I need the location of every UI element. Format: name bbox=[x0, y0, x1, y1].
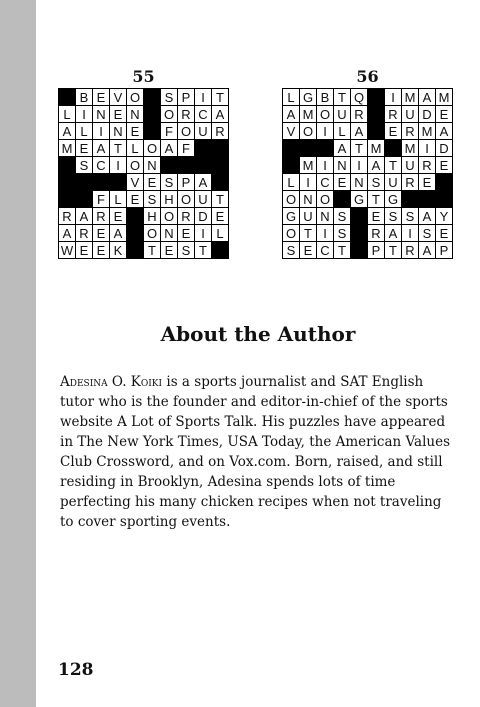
grid-cell: I bbox=[93, 123, 109, 139]
grid-cell: I bbox=[76, 106, 92, 122]
grid-cell: M bbox=[402, 89, 418, 105]
grid-cell: E bbox=[127, 123, 143, 139]
black-square bbox=[368, 106, 384, 122]
black-square bbox=[110, 174, 126, 190]
black-square bbox=[59, 174, 75, 190]
black-square bbox=[351, 225, 367, 241]
black-square bbox=[368, 89, 384, 105]
black-square bbox=[76, 174, 92, 190]
grid-cell: O bbox=[178, 123, 194, 139]
grid-cell: U bbox=[334, 106, 350, 122]
grid-cell: T bbox=[110, 140, 126, 156]
grid-cell: R bbox=[385, 106, 401, 122]
black-square bbox=[300, 140, 316, 156]
grid-cell: N bbox=[300, 191, 316, 207]
grid-cell: M bbox=[300, 157, 316, 173]
grid-cell: S bbox=[402, 208, 418, 224]
grid-cell: S bbox=[334, 208, 350, 224]
grid-cell: E bbox=[212, 208, 228, 224]
black-square bbox=[283, 140, 299, 156]
grid-cell: U bbox=[385, 174, 401, 190]
grid-cell: A bbox=[212, 106, 228, 122]
black-square bbox=[317, 140, 333, 156]
grid-cell: S bbox=[144, 191, 160, 207]
puzzle-55 bbox=[58, 68, 229, 259]
grid-cell: O bbox=[300, 123, 316, 139]
grid-cell: F bbox=[161, 123, 177, 139]
grid-cell: E bbox=[436, 225, 452, 241]
grid-cell: G bbox=[385, 191, 401, 207]
grid-cell: W bbox=[60, 242, 74, 258]
grid-cell: T bbox=[144, 242, 160, 258]
grid-cell: K bbox=[110, 242, 126, 258]
grid-cell: N bbox=[127, 106, 143, 122]
black-square bbox=[212, 174, 228, 190]
grid-cell: I bbox=[195, 225, 211, 241]
grid-cell: V bbox=[127, 174, 143, 190]
grid-cell: E bbox=[144, 174, 160, 190]
black-square bbox=[161, 157, 177, 173]
grid-cell: I bbox=[419, 140, 435, 156]
grid-cell: E bbox=[436, 157, 452, 173]
crossword-grid bbox=[282, 88, 453, 259]
grid-cell: E bbox=[127, 191, 143, 207]
grid-cell: R bbox=[402, 123, 418, 139]
black-square bbox=[59, 191, 75, 207]
black-square bbox=[127, 208, 143, 224]
grid-cell: E bbox=[419, 174, 435, 190]
puzzle-number: 55 bbox=[132, 67, 155, 86]
grid-cell: A bbox=[385, 225, 401, 241]
grid-cell: T bbox=[385, 242, 401, 258]
grid-cell: E bbox=[300, 242, 316, 258]
grid-cell: N bbox=[317, 208, 333, 224]
grid-cell: O bbox=[144, 140, 160, 156]
grid-cell: R bbox=[402, 242, 418, 258]
grid-cell: S bbox=[76, 157, 92, 173]
black-square bbox=[351, 208, 367, 224]
grid-cell: R bbox=[93, 208, 109, 224]
grid-cell: O bbox=[178, 191, 194, 207]
grid-cell: S bbox=[283, 242, 299, 258]
black-square bbox=[368, 123, 384, 139]
grid-cell: V bbox=[283, 123, 299, 139]
author-bio bbox=[60, 372, 458, 532]
grid-cell: E bbox=[110, 106, 126, 122]
grid-cell: A bbox=[351, 123, 367, 139]
grid-cell: P bbox=[368, 242, 384, 258]
grid-cell: A bbox=[110, 225, 126, 241]
grid-cell: S bbox=[161, 89, 177, 105]
grid-cell: O bbox=[317, 191, 333, 207]
grid-cell: C bbox=[317, 242, 333, 258]
grid-cell: U bbox=[402, 157, 418, 173]
grid-cell: B bbox=[317, 89, 333, 105]
black-square bbox=[212, 140, 228, 156]
grid-cell: E bbox=[161, 242, 177, 258]
black-square bbox=[76, 191, 92, 207]
grid-cell: T bbox=[368, 191, 384, 207]
grid-cell: D bbox=[436, 140, 452, 156]
grid-cell: I bbox=[317, 123, 333, 139]
grid-cell: A bbox=[283, 106, 299, 122]
grid-cell: B bbox=[76, 89, 92, 105]
black-square bbox=[144, 106, 160, 122]
grid-cell: E bbox=[368, 208, 384, 224]
grid-cell: A bbox=[419, 242, 435, 258]
grid-cell: E bbox=[334, 174, 350, 190]
grid-cell: R bbox=[419, 157, 435, 173]
grid-cell: A bbox=[436, 123, 452, 139]
grid-cell: H bbox=[161, 191, 177, 207]
grid-cell: E bbox=[385, 123, 401, 139]
grid-cell: U bbox=[195, 191, 211, 207]
black-square bbox=[419, 191, 435, 207]
grid-cell: E bbox=[76, 242, 92, 258]
black-square bbox=[93, 174, 109, 190]
grid-cell: T bbox=[300, 225, 316, 241]
grid-cell: R bbox=[351, 106, 367, 122]
grid-cell: P bbox=[436, 242, 452, 258]
page-number: 128 bbox=[58, 660, 94, 680]
grid-cell: P bbox=[178, 174, 194, 190]
grid-cell: L bbox=[212, 225, 228, 241]
grid-cell: T bbox=[385, 157, 401, 173]
bio-text: is a sports journalist and SAT English tutor who is the founder and editor-in-chief of the sports website A Lot of Sports Talk. His puzzles have appeared in The New York Times, USA Today, the American Values Club Crossword, and on Vox.com. Born, raised, and still residing in Brooklyn, Adesina spends lots of time perfecting his many chicken recipes when not traveling to cover sporting events. bbox=[60, 374, 450, 530]
grid-cell: R bbox=[368, 225, 384, 241]
grid-cell: R bbox=[178, 208, 194, 224]
grid-cell: E bbox=[436, 106, 452, 122]
grid-cell: E bbox=[76, 140, 92, 156]
grid-cell: L bbox=[283, 89, 299, 105]
grid-cell: S bbox=[385, 208, 401, 224]
grid-cell: G bbox=[300, 89, 316, 105]
black-square bbox=[334, 191, 350, 207]
grid-cell: S bbox=[161, 174, 177, 190]
grid-cell: R bbox=[402, 174, 418, 190]
grid-cell: T bbox=[212, 89, 228, 105]
grid-cell: S bbox=[368, 174, 384, 190]
grid-cell: L bbox=[334, 123, 350, 139]
black-square bbox=[144, 89, 160, 105]
grid-cell: Y bbox=[436, 208, 452, 224]
grid-cell: U bbox=[195, 123, 211, 139]
grid-cell: Q bbox=[351, 89, 367, 105]
grid-cell: F bbox=[178, 140, 194, 156]
grid-cell: T bbox=[351, 140, 367, 156]
black-square bbox=[127, 242, 143, 258]
grid-cell: N bbox=[334, 157, 350, 173]
grid-cell: O bbox=[283, 191, 299, 207]
grid-cell: A bbox=[368, 157, 384, 173]
grid-cell: S bbox=[419, 225, 435, 241]
grid-cell: O bbox=[127, 89, 143, 105]
black-square bbox=[144, 123, 160, 139]
grid-cell: P bbox=[178, 89, 194, 105]
black-square bbox=[212, 157, 228, 173]
grid-cell: M bbox=[402, 140, 418, 156]
grid-cell: O bbox=[317, 106, 333, 122]
grid-cell: N bbox=[144, 157, 160, 173]
grid-cell: A bbox=[419, 208, 435, 224]
black-square bbox=[283, 157, 299, 173]
grid-cell: M bbox=[368, 140, 384, 156]
grid-cell: O bbox=[161, 106, 177, 122]
grid-cell: T bbox=[334, 242, 350, 258]
black-square bbox=[385, 140, 401, 156]
grid-cell: M bbox=[59, 140, 75, 156]
grid-cell: O bbox=[127, 157, 143, 173]
crossword-grid bbox=[58, 88, 229, 259]
grid-cell: E bbox=[93, 89, 109, 105]
grid-cell: A bbox=[195, 174, 211, 190]
grid-cell: G bbox=[351, 191, 367, 207]
grid-cell: R bbox=[76, 225, 92, 241]
grid-cell: A bbox=[419, 89, 435, 105]
grid-cell: T bbox=[212, 191, 228, 207]
grid-cell: S bbox=[334, 225, 350, 241]
black-square bbox=[436, 191, 452, 207]
black-square bbox=[195, 140, 211, 156]
grid-cell: G bbox=[283, 208, 299, 224]
grid-cell: E bbox=[178, 225, 194, 241]
grid-cell: E bbox=[110, 208, 126, 224]
grid-cell: A bbox=[161, 140, 177, 156]
grid-cell: C bbox=[317, 174, 333, 190]
grid-cell: A bbox=[93, 140, 109, 156]
grid-cell: R bbox=[178, 106, 194, 122]
grid-cell: D bbox=[195, 208, 211, 224]
grid-cell: I bbox=[402, 225, 418, 241]
grid-cell: O bbox=[161, 208, 177, 224]
grid-cell: L bbox=[59, 106, 75, 122]
grid-cell: I bbox=[317, 157, 333, 173]
grid-cell: A bbox=[334, 140, 350, 156]
grid-cell: I bbox=[195, 89, 211, 105]
author-name: Adesina O. Koiki bbox=[60, 374, 163, 390]
black-square bbox=[402, 191, 418, 207]
grid-cell: L bbox=[283, 174, 299, 190]
grid-cell: T bbox=[195, 242, 211, 258]
black-square bbox=[436, 174, 452, 190]
grid-cell: A bbox=[59, 123, 75, 139]
grid-cell: M bbox=[300, 106, 316, 122]
grid-cell: R bbox=[59, 208, 75, 224]
black-square bbox=[178, 157, 194, 173]
grid-cell: I bbox=[385, 89, 401, 105]
grid-cell: O bbox=[144, 225, 160, 241]
grid-cell: N bbox=[110, 123, 126, 139]
grid-cell: C bbox=[195, 106, 211, 122]
grid-cell: I bbox=[317, 225, 333, 241]
grid-cell: O bbox=[283, 225, 299, 241]
black-square bbox=[351, 242, 367, 258]
grid-cell: A bbox=[76, 208, 92, 224]
about-title: About the Author bbox=[160, 322, 356, 346]
grid-cell: T bbox=[334, 89, 350, 105]
grid-cell: C bbox=[93, 157, 109, 173]
puzzle-56 bbox=[282, 68, 453, 259]
grid-cell: L bbox=[76, 123, 92, 139]
grid-cell: E bbox=[93, 225, 109, 241]
puzzle-number: 56 bbox=[356, 67, 379, 86]
grid-cell: H bbox=[144, 208, 160, 224]
side-bar bbox=[0, 0, 36, 707]
black-square bbox=[59, 157, 75, 173]
grid-cell: U bbox=[402, 106, 418, 122]
grid-cell: S bbox=[178, 242, 194, 258]
grid-cell: I bbox=[110, 157, 126, 173]
grid-cell: R bbox=[212, 123, 228, 139]
grid-cell: I bbox=[300, 174, 316, 190]
grid-cell: A bbox=[59, 225, 75, 241]
grid-cell: I bbox=[351, 157, 367, 173]
grid-cell: E bbox=[93, 242, 109, 258]
grid-cell: M bbox=[436, 89, 452, 105]
grid-cell: F bbox=[93, 191, 109, 207]
black-square bbox=[212, 242, 228, 258]
grid-cell: V bbox=[110, 89, 126, 105]
grid-cell: U bbox=[300, 208, 316, 224]
black-square bbox=[195, 157, 211, 173]
grid-cell: N bbox=[161, 225, 177, 241]
black-square bbox=[127, 225, 143, 241]
grid-cell: D bbox=[419, 106, 435, 122]
grid-cell: N bbox=[93, 106, 109, 122]
grid-cell: N bbox=[351, 174, 367, 190]
grid-cell: M bbox=[419, 123, 435, 139]
grid-cell: L bbox=[110, 191, 126, 207]
grid-cell: L bbox=[127, 140, 143, 156]
black-square bbox=[59, 89, 75, 105]
